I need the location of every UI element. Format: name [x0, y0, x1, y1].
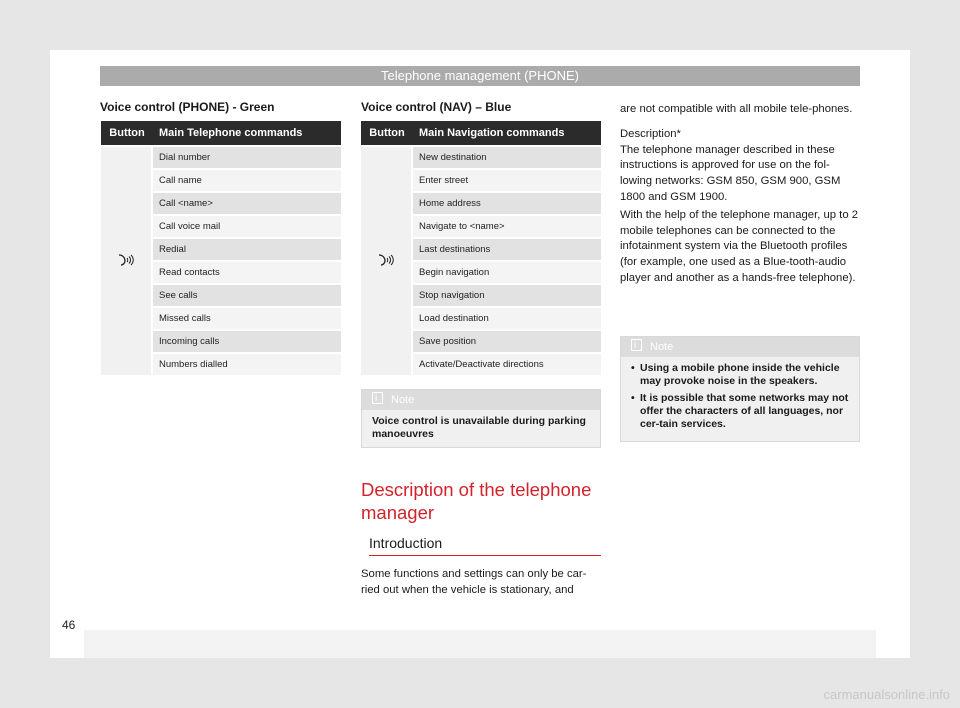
note-label: Note [391, 394, 415, 406]
command-cell: Numbers dialled [153, 352, 341, 375]
description-paragraph-1: The telephone manager described in these instructions is approved for use on the fol-lowing networks: GSM 850, GSM 900, GSM 1800 and GSM 1900. [620, 143, 841, 203]
command-cell: Save position [413, 329, 601, 352]
command-cell: See calls [153, 283, 341, 306]
right-column [620, 102, 860, 287]
table-row [101, 145, 341, 168]
note-item: • It is possible that some networks may not offer the characters of all languages, nor cer-tain services. [631, 392, 849, 431]
commands-column-header: Main Telephone commands [153, 121, 341, 145]
table-row [361, 145, 601, 168]
command-cell: Call voice mail [153, 214, 341, 237]
voice-control-icon [117, 253, 135, 270]
command-cell: Home address [413, 191, 601, 214]
command-cell: New destination [413, 145, 601, 168]
command-cell: Load destination [413, 306, 601, 329]
section-title: Description of the telephone manager [361, 479, 592, 523]
command-cell: Read contacts [153, 260, 341, 283]
command-cell: Redial [153, 237, 341, 260]
command-cell: Last destinations [413, 237, 601, 260]
page-number: 46 [62, 618, 76, 632]
command-cell: Call name [153, 168, 341, 191]
command-cell: Begin navigation [413, 260, 601, 283]
phone-commands-table [101, 121, 341, 375]
command-cell: Activate/Deactivate directions [413, 352, 601, 375]
phone-table-caption: Voice control (PHONE) - Green [100, 100, 275, 114]
button-column-header: Button [361, 121, 413, 145]
nav-table-caption: Voice control (NAV) – Blue [361, 100, 512, 114]
description-heading: Description* [620, 127, 681, 140]
note-text: Voice control is unavailable during parking manoeuvres [372, 415, 586, 440]
info-icon [631, 339, 642, 351]
nav-commands-table [361, 121, 601, 375]
page-header [100, 66, 860, 86]
section-subtitle: Introduction [369, 535, 601, 556]
note-item: • Using a mobile phone inside the vehicle may provoke noise in the speakers. [631, 362, 849, 388]
button-column-header: Button [101, 121, 153, 145]
footer-band [84, 630, 876, 658]
continuation-text: are not compatible with all mobile tele-phones. [620, 103, 853, 115]
note-parking [361, 389, 601, 448]
intro-paragraph: Some functions and settings can only be car-ried out when the vehicle is stationary, and [361, 568, 587, 596]
button-cell [361, 145, 413, 375]
watermark: carmanualsonline.info [823, 687, 950, 702]
note-header [621, 337, 859, 357]
command-cell: Enter street [413, 168, 601, 191]
command-cell: Navigate to <name> [413, 214, 601, 237]
commands-column-header: Main Navigation commands [413, 121, 601, 145]
info-icon [372, 392, 383, 404]
note-label: Note [650, 341, 674, 353]
button-cell [101, 145, 153, 375]
note-phone [620, 336, 860, 442]
voice-control-icon [377, 253, 395, 270]
command-cell: Dial number [153, 145, 341, 168]
note-body [621, 357, 859, 441]
command-cell: Missed calls [153, 306, 341, 329]
command-cell: Call <name> [153, 191, 341, 214]
note-header [362, 390, 600, 410]
command-cell: Stop navigation [413, 283, 601, 306]
command-cell: Incoming calls [153, 329, 341, 352]
description-paragraph-2: With the help of the telephone manager, up to 2 mobile telephones can be connected to the infotainment system via the Bluetooth profiles (for example, one used as a Blue-tooth-audio player and another as a hands-free telephone). [620, 208, 859, 284]
header-title: Telephone management (PHONE) [381, 68, 579, 83]
